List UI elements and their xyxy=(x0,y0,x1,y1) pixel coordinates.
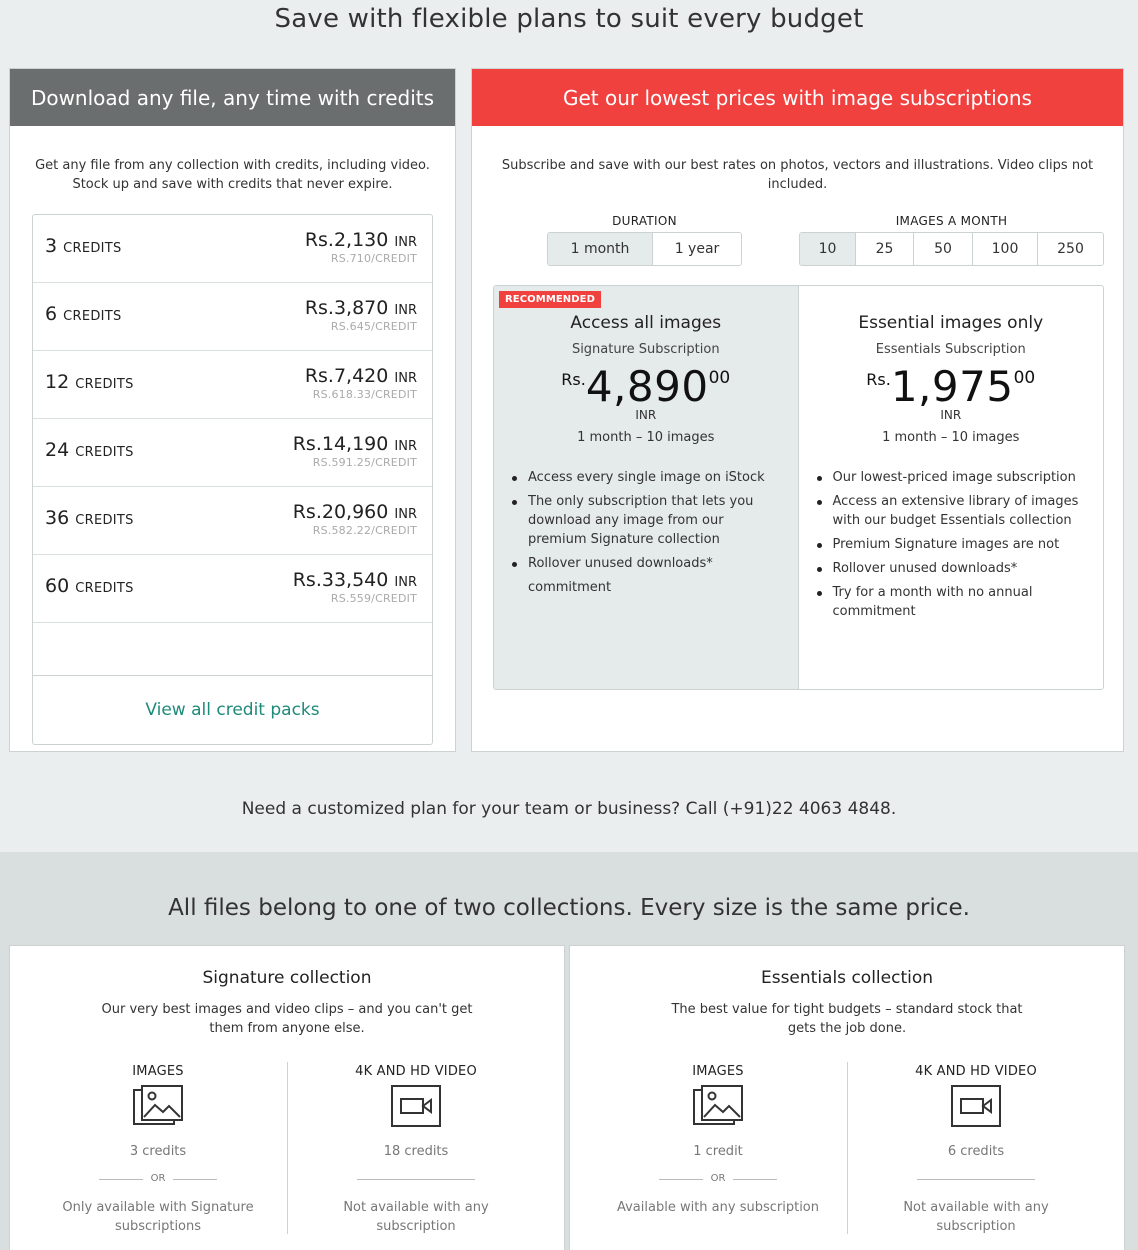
collection-description xyxy=(10,1000,564,1038)
price-inr: INR xyxy=(635,408,657,422)
video-camera-icon xyxy=(951,1085,1001,1131)
images-availability xyxy=(590,1198,846,1217)
video-camera-icon xyxy=(391,1085,441,1131)
video-availability xyxy=(848,1198,1104,1236)
or-divider-line xyxy=(659,1179,703,1180)
image-icon xyxy=(693,1085,745,1133)
plan-subtitle: Essentials Subscription xyxy=(875,342,1026,357)
collection-desc-line2: gets the job done. xyxy=(787,1021,907,1036)
custom-plan-text: Need a customized plan for your team or business? Call (+91)22 4063 4848. xyxy=(241,799,897,819)
credit-pack-row[interactable] xyxy=(33,351,432,419)
subscription-desc-line2: included. xyxy=(767,177,828,192)
page-headline: Save with flexible plans to suit every budget xyxy=(274,4,864,34)
or-text: OR xyxy=(710,1173,726,1184)
price-cents: 00 xyxy=(708,368,731,388)
images-heading: IMAGES xyxy=(132,1064,184,1079)
pack-price: Rs.14,190 xyxy=(292,433,389,455)
subscription-card-header: Get our lowest prices with image subscriptions xyxy=(472,69,1123,126)
plan-feature: Access every single image on iStock xyxy=(512,468,782,487)
video-note-line1: Not available with any xyxy=(903,1200,1049,1215)
pack-per-credit: RS.559/CREDIT xyxy=(330,592,417,605)
price-inr: INR xyxy=(940,408,962,422)
pack-currency: INR xyxy=(394,439,417,454)
pack-per-credit: RS.591.25/CREDIT xyxy=(312,456,417,469)
images-note-line2: subscriptions xyxy=(114,1219,202,1234)
pack-qty: 12 xyxy=(45,371,70,393)
price-amount: 1,975 xyxy=(890,362,1014,411)
images-credits: 1 credit xyxy=(693,1144,743,1159)
pack-currency: INR xyxy=(394,507,417,522)
collection-title: Signature collection xyxy=(202,968,372,988)
view-all-credit-packs-link[interactable]: View all credit packs xyxy=(32,675,433,745)
credits-desc-line2: Stock up and save with credits that never expire. xyxy=(72,177,393,192)
divider-line xyxy=(357,1179,475,1180)
duration-selector xyxy=(547,232,742,266)
pack-unit: CREDITS xyxy=(63,241,122,256)
credit-pack-row[interactable] xyxy=(33,419,432,487)
images-credits: 3 credits xyxy=(129,1144,187,1159)
plan-feature: Premium Signature images are not xyxy=(817,535,1087,554)
images-option-250[interactable]: 250 xyxy=(1038,233,1103,265)
or-divider-line xyxy=(733,1179,777,1180)
video-availability xyxy=(288,1198,544,1236)
pack-price: Rs.33,540 xyxy=(292,569,389,591)
plan-price xyxy=(494,362,798,411)
credit-pack-row[interactable] xyxy=(33,487,432,555)
pack-price: Rs.3,870 xyxy=(304,297,389,319)
plan-feature: Access an extensive library of images with our budget Essentials collection xyxy=(817,492,1087,530)
plan-period: 1 month – 10 images xyxy=(882,430,1020,445)
plan-feature: Rollover unused downloads* xyxy=(512,554,782,573)
images-option-10[interactable]: 10 xyxy=(800,233,856,265)
plan-feature: The only subscription that lets you download any image from our premium Signature collection xyxy=(512,492,782,549)
credits-card-header: Download any file, any time with credits xyxy=(10,69,455,126)
video-heading: 4K AND HD VIDEO xyxy=(915,1064,1037,1079)
divider-line xyxy=(917,1179,1035,1180)
images-availability xyxy=(30,1198,286,1236)
images-note-line1: Only available with Signature xyxy=(62,1200,254,1215)
pack-unit: CREDITS xyxy=(75,445,134,460)
price-currency: Rs. xyxy=(561,370,586,389)
pack-currency: INR xyxy=(394,371,417,386)
pack-qty: 24 xyxy=(45,439,70,461)
pack-qty: 60 xyxy=(45,575,70,597)
video-note-line1: Not available with any xyxy=(343,1200,489,1215)
plan-title: Access all images xyxy=(570,313,722,333)
pack-unit: CREDITS xyxy=(63,309,122,324)
recommended-badge: RECOMMENDED xyxy=(499,291,601,308)
credits-card xyxy=(9,68,456,752)
plan-feature: Our lowest-priced image subscription xyxy=(817,468,1087,487)
credit-pack-row[interactable] xyxy=(33,283,432,351)
image-icon xyxy=(133,1085,185,1133)
collection-desc-line1: Our very best images and video clips – and you can't get xyxy=(101,1002,473,1017)
credit-pack-row[interactable] xyxy=(33,215,432,283)
credits-description xyxy=(10,156,455,194)
pack-qty: 3 xyxy=(45,235,58,257)
credit-packs-list xyxy=(32,214,433,676)
collection-desc-line1: The best value for tight budgets – standard stock that xyxy=(671,1002,1023,1017)
plan-subtitle: Signature Subscription xyxy=(571,342,720,357)
pack-per-credit: RS.618.33/CREDIT xyxy=(312,388,417,401)
images-option-100[interactable]: 100 xyxy=(973,233,1038,265)
images-a-month-label: IMAGES A MONTH xyxy=(895,214,1008,228)
credit-pack-row[interactable] xyxy=(33,555,432,623)
collection-desc-line2: them from anyone else. xyxy=(209,1021,365,1036)
or-text: OR xyxy=(150,1173,166,1184)
images-option-25[interactable]: 25 xyxy=(856,233,914,265)
pack-currency: INR xyxy=(394,575,417,590)
price-amount: 4,890 xyxy=(585,362,709,411)
images-a-month-selector xyxy=(799,232,1104,266)
plan-features xyxy=(512,468,782,602)
or-divider-line xyxy=(99,1179,143,1180)
plan-feature-continued: commitment xyxy=(528,580,612,595)
video-note-line2: subscription xyxy=(376,1219,456,1234)
images-option-50[interactable]: 50 xyxy=(914,233,973,265)
signature-collection-card xyxy=(9,945,565,1250)
plan-title: Essential images only xyxy=(858,313,1044,333)
collections-headline: All files belong to one of two collections. Every size is the same price. xyxy=(168,895,970,921)
plan-period: 1 month – 10 images xyxy=(577,430,715,445)
images-heading: IMAGES xyxy=(692,1064,744,1079)
price-currency: Rs. xyxy=(866,370,891,389)
pack-qty: 36 xyxy=(45,507,70,529)
pack-price: Rs.2,130 xyxy=(304,229,389,251)
plan-feature: Rollover unused downloads* xyxy=(817,559,1087,578)
plan-feature: Try for a month with no annual commitment xyxy=(817,583,1087,621)
duration-label: DURATION xyxy=(612,214,677,228)
price-cents: 00 xyxy=(1013,368,1036,388)
subscription-description xyxy=(482,156,1113,194)
subscription-plans xyxy=(493,285,1104,690)
collection-title: Essentials collection xyxy=(760,968,934,988)
credits-desc-line1: Get any file from any collection with credits, including video. xyxy=(35,158,430,173)
pack-per-credit: RS.645/CREDIT xyxy=(330,320,417,333)
duration-option-1-month[interactable]: 1 month xyxy=(548,233,653,265)
video-credits: 6 credits xyxy=(947,1144,1005,1159)
subscription-card xyxy=(471,68,1124,752)
pack-unit: CREDITS xyxy=(75,377,134,392)
plan-essentials[interactable] xyxy=(799,286,1104,689)
video-heading: 4K AND HD VIDEO xyxy=(355,1064,477,1079)
essentials-collection-card xyxy=(569,945,1125,1250)
pack-currency: INR xyxy=(394,303,417,318)
plan-features xyxy=(817,468,1087,626)
pack-unit: CREDITS xyxy=(75,513,134,528)
pack-per-credit: RS.582.22/CREDIT xyxy=(312,524,417,537)
subscription-desc-line1: Subscribe and save with our best rates on photos, vectors and illustrations. Video clips not xyxy=(501,158,1094,173)
plan-price xyxy=(799,362,1104,411)
images-note-line1: Available with any subscription xyxy=(616,1200,819,1215)
collection-description xyxy=(570,1000,1124,1038)
pack-price: Rs.20,960 xyxy=(292,501,389,523)
pack-unit: CREDITS xyxy=(75,581,134,596)
pack-price: Rs.7,420 xyxy=(304,365,389,387)
plan-signature[interactable] xyxy=(494,286,799,689)
pack-qty: 6 xyxy=(45,303,58,325)
video-credits: 18 credits xyxy=(383,1144,449,1159)
video-note-line2: subscription xyxy=(936,1219,1016,1234)
pack-per-credit: RS.710/CREDIT xyxy=(330,252,417,265)
or-divider-line xyxy=(173,1179,217,1180)
duration-option-1-year[interactable]: 1 year xyxy=(653,233,741,265)
pack-currency: INR xyxy=(394,235,417,250)
